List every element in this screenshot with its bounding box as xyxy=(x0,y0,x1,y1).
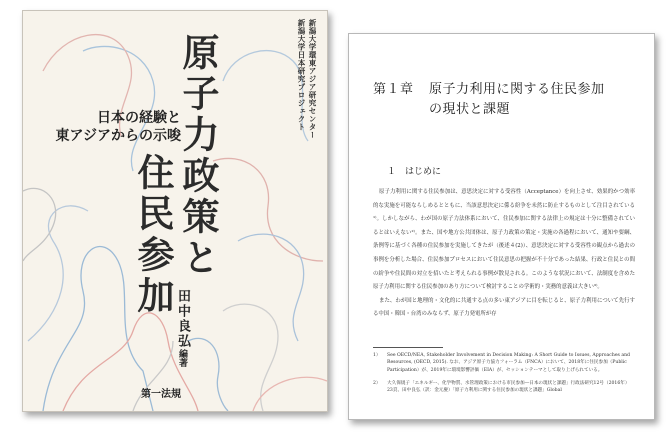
section-heading: １ はじめに xyxy=(387,167,442,177)
author-credit xyxy=(173,289,192,367)
paragraph-2: また、わが国と地理的・文化的に共通する点の多い東アジアに目を転じると、原子力利用について先行する中国・韓国・台湾のみならず、原子力発電所が存 xyxy=(373,297,635,318)
book-title-part1: 原子力政策と xyxy=(176,33,220,279)
subtitle-line-1: 日本の経験と xyxy=(97,110,181,126)
paragraph-1: 原子力利用に関する住民参加は、意思決定に対する受容性（Acceptance）を向上させ、効果的かつ効率的な実施を可能ならしめるとともに、当該意思決定に係る紛争を未然に防止するものとして注目されている¹⁾。しかしながら、わが国の原子力法体系において、住民参加に関する法律上の規定は十分に整備されているとはいえない²⁾。また、国や地方公共団体は、原子力政策の策定・実施の各過程において、通知や要綱、条例等に基づく各種の住民参加を実施してきたが（後述４(2)）、意思決定に対する受容性の観点から過去の事例を分析した場合、住民参加プロセスにおいて住民意思の把握が不十分であった結果、行政と住民との間の紛争や住民間の対立を招いたと考えられる事例が散見される。このような状況において、法制度を含めた原子力利用に関する住民参加のあり方について検討することの学術的・実務的意義は大きい³⁾。 xyxy=(373,189,635,291)
footnote-divider xyxy=(373,347,443,348)
body-text xyxy=(373,186,635,322)
series-label-1: 新潟大学環東アジア研究センター xyxy=(308,19,317,139)
footnote-1-text: See OECD/NEA, Stakeholder Involvement in Decision Making: A Short Guide to Issues, Approaches and Resources, (OECD, 2015). なお、アジア原子力協力フォーラム（FNCA）において、2018年に住民参加（Public Participation）が、2019年に環境影響評価（EIA）が、セッションテーマとして取り上げられている。 xyxy=(387,353,630,373)
author-role: 編著 xyxy=(177,349,187,367)
chapter-heading xyxy=(373,80,643,120)
footnote-1-number: 1） xyxy=(373,353,381,358)
chapter-number: 第１章 xyxy=(373,82,414,97)
footnote-2-number: 2） xyxy=(373,381,381,386)
book-title-part2: 住民参加 xyxy=(131,153,175,317)
book-subtitle xyxy=(29,109,181,145)
footnote-2 xyxy=(373,380,635,395)
publisher-name: 第一法規 xyxy=(141,389,181,400)
footnote-2-text: 大久保規子「エネルギー、化学物質、水管理政策における市民参加―日本の現状と課題」行政法研究12号（2016年）23頁、田中良弘（訳：金元慶）「原子力利用に関する住民参加の現状と課題」Global xyxy=(387,381,630,394)
sample-page xyxy=(348,33,655,420)
footnote-1 xyxy=(373,352,635,374)
chapter-title-line-1: 原子力利用に関する住民参加 xyxy=(429,82,605,97)
subtitle-line-2: 東アジアからの示唆 xyxy=(55,128,181,144)
chapter-title-line-2: の現状と課題 xyxy=(429,102,511,117)
series-label-2: 新潟大学日本研究プロジェクト xyxy=(297,19,306,131)
book-cover xyxy=(22,10,328,412)
author-name: 田中良弘 xyxy=(175,289,190,349)
